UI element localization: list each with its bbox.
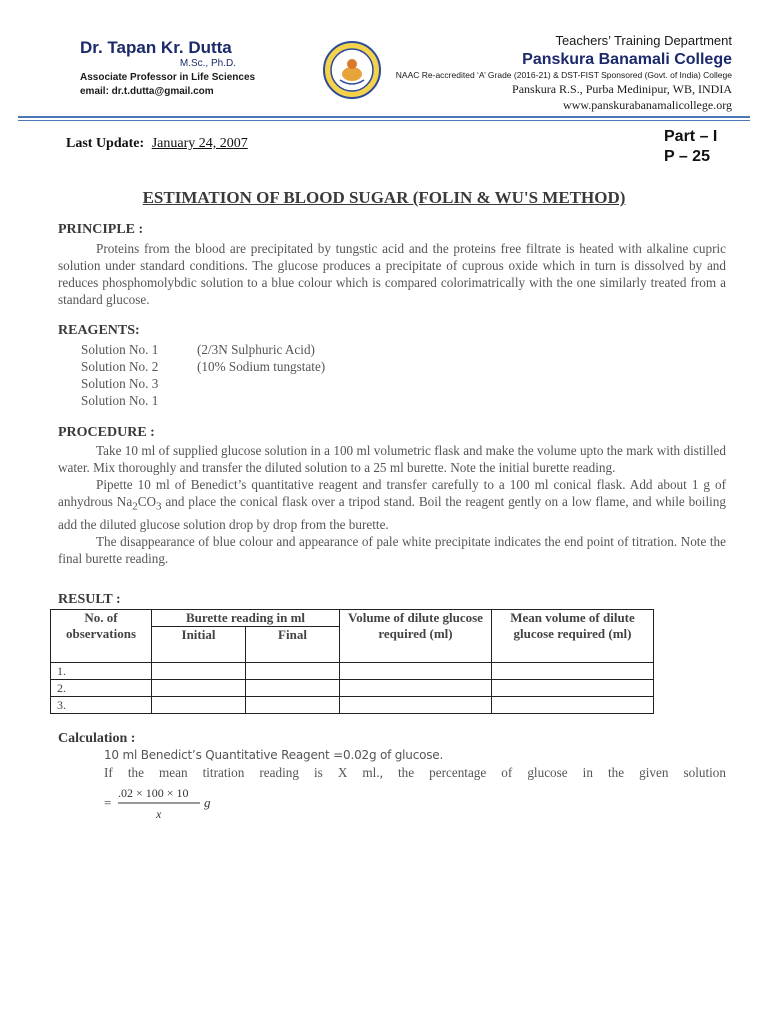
procedure-paragraph-2	[58, 476, 726, 533]
reagent-name: Solution No. 1	[81, 393, 159, 408]
principle-text	[58, 240, 726, 308]
procedure-p2-part: CO	[137, 494, 157, 509]
college-website[interactable]: www.panskurabanamalicollege.org	[563, 98, 732, 112]
table-cell	[246, 697, 340, 714]
calculation-line-1: 10 ml Benedict’s Quantitative Reagent =0.02g of glucose.	[104, 748, 444, 762]
subscript: 2	[132, 500, 138, 513]
last-update: Last Update: January 24, 2007	[66, 136, 248, 151]
table-cell	[492, 697, 654, 714]
reagent-item	[81, 358, 325, 375]
author-degree: M.Sc., Ph.D.	[179, 58, 236, 69]
principle-paragraph: Proteins from the blood are precipitated by tungstic acid and the proteins free filtrate is heated with alkaline cupric solution under standard conditions. The glucose produces a precipitate of cuprous oxide which in turn is dissolved by and reduces phosphomolybdic solution to a blue colour which is compared colorimatrically with the one similarly treated from a standard glucose.	[58, 241, 726, 307]
col-final: Final	[246, 627, 340, 663]
reagent-desc: (10% Sodium tungstate)	[197, 359, 326, 374]
formula-unit: g	[204, 795, 211, 810]
procedure-p2-part: Pipette 10 ml of Benedict’s quantitative reagent and transfer carefully to a 100 ml conical flask. Add about 1 g of anhydrous Na	[58, 477, 726, 509]
procedure-text	[58, 442, 726, 567]
reagent-item	[81, 392, 325, 409]
reagent-item	[81, 375, 325, 392]
table-cell	[340, 697, 492, 714]
college-seal-icon	[322, 40, 382, 100]
procedure-paragraph-3: The disappearance of blue colour and appearance of pale white precipitate indicates the end point of titration. Note the final burette reading.	[58, 533, 726, 566]
formula-equals: =	[104, 795, 112, 810]
row-label: 2.	[51, 680, 152, 697]
table-row	[51, 697, 654, 714]
college-name: Panskura Banamali College	[522, 51, 732, 68]
col-volume: Volume of dilute glucose required (ml)	[340, 610, 492, 663]
table-cell	[152, 663, 246, 680]
reagent-list	[81, 341, 325, 409]
subscript: 3	[156, 500, 162, 513]
table-cell	[152, 697, 246, 714]
row-label: 1.	[51, 663, 152, 680]
procedure-paragraph-1: Take 10 ml of supplied glucose solution in a 100 ml volumetric flask and make the volume upto the mark with distilled water. Mix thoroughly and transfer the diluted solution to a 25 ml burette. Note the initial burette reading.	[58, 443, 726, 475]
reagent-name: Solution No. 1	[81, 342, 159, 357]
table-cell	[246, 663, 340, 680]
col-observations: No. of observations	[51, 610, 152, 663]
author-email: email: dr.t.dutta@gmail.com	[80, 86, 214, 97]
table-cell	[492, 680, 654, 697]
college-address: Panskura R.S., Purba Medinipur, WB, INDIA	[512, 82, 732, 96]
part-label: Part – I	[664, 128, 718, 145]
table-cell	[152, 680, 246, 697]
glucose-formula	[104, 783, 224, 823]
col-initial: Initial	[152, 627, 246, 663]
principle-heading: PRINCIPLE :	[58, 222, 144, 237]
table-cell	[340, 663, 492, 680]
table-cell	[340, 680, 492, 697]
last-update-label: Last Update	[66, 136, 140, 151]
reagents-heading: REAGENTS:	[58, 323, 140, 338]
formula-denominator: x	[156, 807, 162, 821]
procedure-p2-part: and place the conical flask over a tripod stand. Boil the reagent gently on a low flame, and while boiling add the diluted glucose solution drop by drop from the burette.	[58, 494, 726, 532]
document-title: ESTIMATION OF BLOOD SUGAR (FOLIN & WU'S METHOD)	[142, 188, 626, 207]
reagent-desc: (2/3N Sulphuric Acid)	[197, 342, 315, 357]
formula-numerator: .02 × 100 × 10	[118, 786, 189, 800]
reagent-name: Solution No. 2	[81, 359, 159, 374]
table-row	[51, 680, 654, 697]
reagent-name: Solution No. 3	[81, 376, 159, 391]
result-table	[50, 609, 654, 714]
col-mean-volume: Mean volume of dilute glucose required (ml)	[492, 610, 654, 663]
header-divider-thin	[18, 120, 750, 121]
procedure-heading: PROCEDURE :	[58, 425, 155, 440]
page-label: P – 25	[664, 148, 710, 165]
accreditation-text: NAAC Re-accredited ‘A’ Grade (2016-21) & DST-FIST Sponsored (Govt. of India) College	[395, 70, 732, 80]
calculation-heading: Calculation :	[58, 731, 136, 746]
reagent-item	[81, 341, 325, 358]
calculation-line-2: If the mean titration reading is X ml., the percentage of glucose in the given solution	[104, 765, 726, 780]
department-name: Teachers’ Training Department	[555, 33, 732, 48]
table-cell	[492, 663, 654, 680]
author-name: Dr. Tapan Kr. Dutta	[80, 38, 232, 57]
row-label: 3.	[51, 697, 152, 714]
col-burette-reading: Burette reading in ml	[152, 610, 340, 627]
last-update-date: January 24, 2007	[151, 136, 248, 151]
author-role: Associate Professor in Life Sciences	[80, 72, 256, 83]
table-row	[51, 663, 654, 680]
result-heading: RESULT :	[58, 592, 121, 607]
table-cell	[246, 680, 340, 697]
header-divider	[18, 116, 750, 118]
